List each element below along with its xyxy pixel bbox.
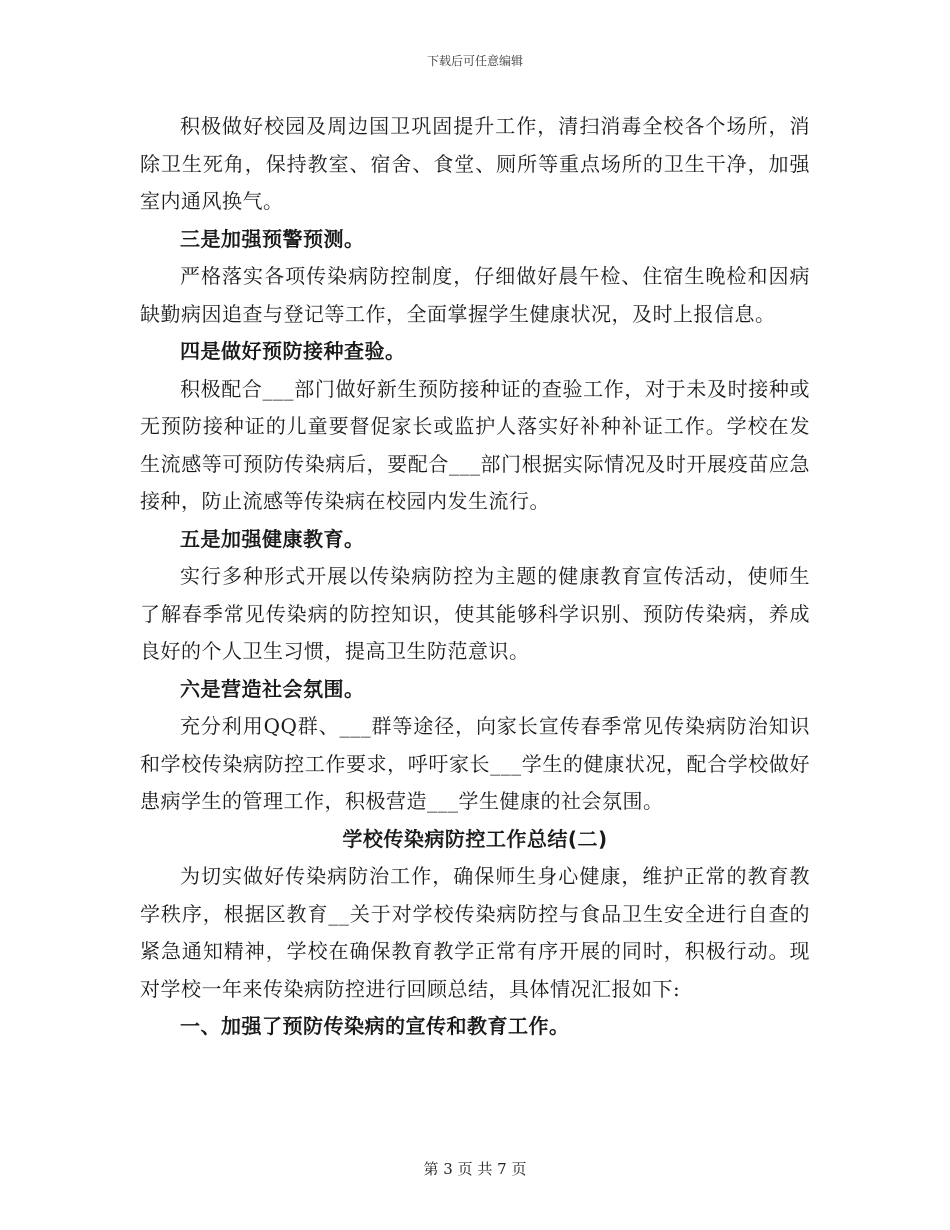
page-footer: 第 3 页 共 7 页 bbox=[423, 1160, 527, 1178]
document-title: 学校传染病防控工作总结(二) bbox=[342, 826, 608, 851]
paragraph: 严格落实各项传染病防控制度，仔细做好晨午检、住宿生晚检和因病缺勤病因追查与登记等工作，全面掌握学生健康状况，及时上报信息。 bbox=[140, 264, 810, 326]
paragraph: 充分利用QQ群、___群等途径，向家长宣传春季常见传染病防治知识和学校传染病防控工作要求，呼吁家长___学生的健康状况，配合学校做好患病学生的管理工作，积极营造___学生健康的社会氛围。 bbox=[140, 714, 810, 813]
paragraph: 为切实做好传染病防治工作，确保师生身心健康，维护正常的教育教学秩序，根据区教育__关于对学校传染病防控与食品卫生安全进行自查的紧急通知精神，学校在确保教育教学正常有序开展的同时，积极行动。现对学校一年来传染病防控进行回顾总结，具体情况汇报如下: bbox=[140, 864, 810, 1001]
paragraph: 积极配合___部门做好新生预防接种证的查验工作，对于未及时接种或无预防接种证的儿童要督促家长或监护人落实好补种补证工作。学校在发生流感等可预防传染病后，要配合___部门根据实际情况及时开展疫苗应急接种，防止流感等传染病在校园内发生流行。 bbox=[140, 376, 810, 513]
section-heading: 六是营造社会氛围。 bbox=[180, 676, 365, 701]
section-heading: 三是加强预警预测。 bbox=[180, 226, 365, 251]
page-header: 下载后可任意编辑 bbox=[426, 54, 523, 68]
section-heading: 五是加强健康教育。 bbox=[180, 526, 365, 551]
paragraph: 积极做好校园及周边国卫巩固提升工作，清扫消毒全校各个场所，消除卫生死角，保持教室、宿舍、食堂、厕所等重点场所的卫生干净，加强室内通风换气。 bbox=[140, 114, 810, 213]
section-heading: 一、加强了预防传染病的宣传和教育工作。 bbox=[180, 1014, 570, 1038]
paragraph: 实行多种形式开展以传染病防控为主题的健康教育宣传活动，使师生了解春季常见传染病的防控知识，使其能够科学识别、预防传染病，养成良好的个人卫生习惯，提高卫生防范意识。 bbox=[140, 564, 810, 663]
page-content bbox=[140, 108, 810, 1046]
section-heading: 四是做好预防接种查验。 bbox=[180, 339, 406, 363]
